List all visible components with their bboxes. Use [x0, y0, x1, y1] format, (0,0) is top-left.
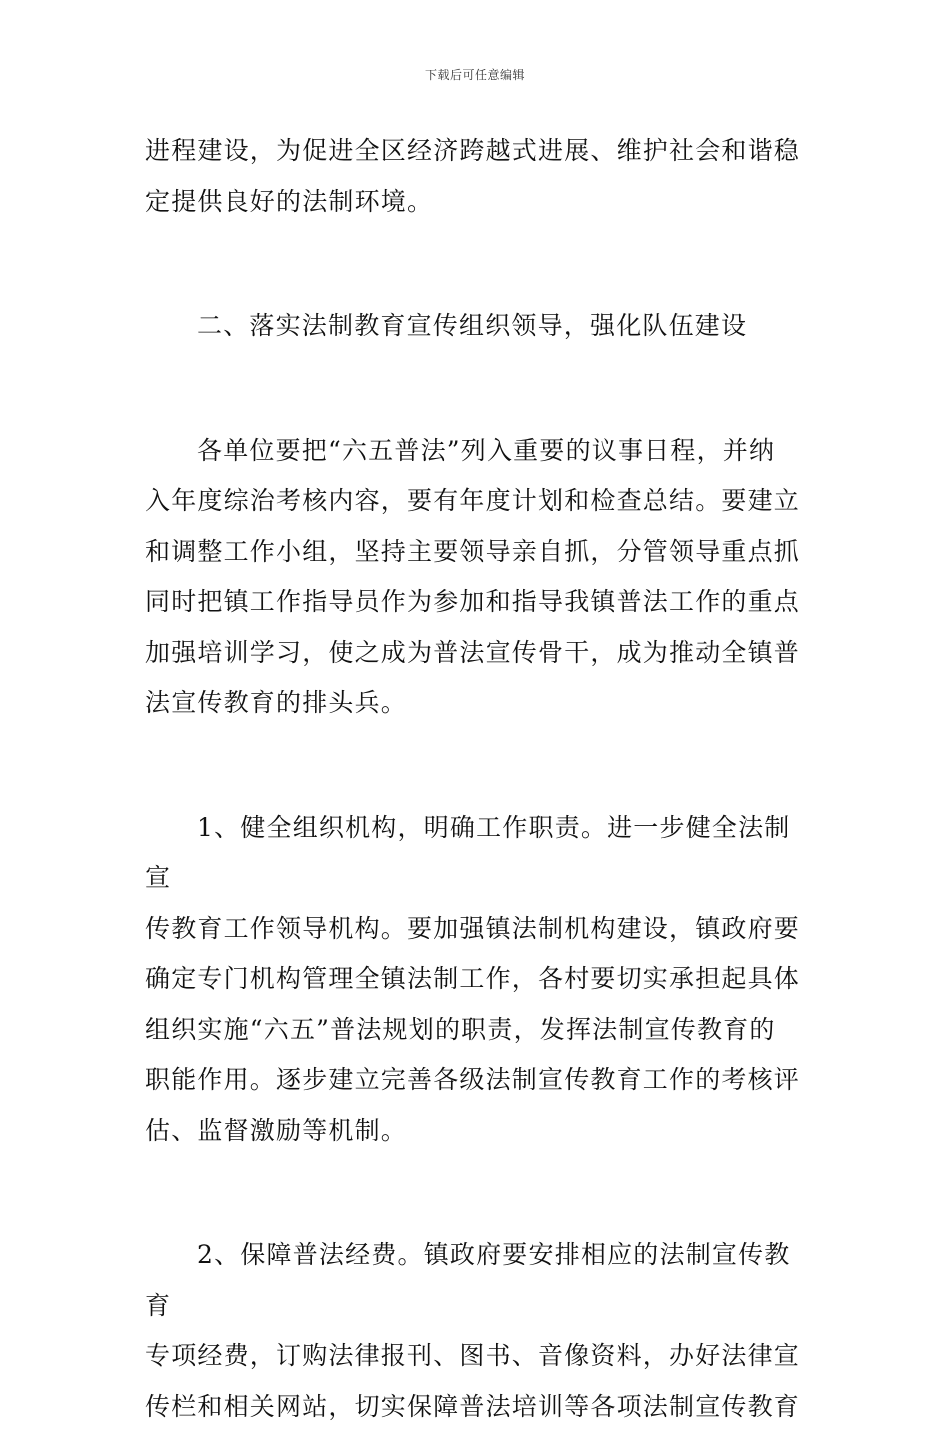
document-body	[145, 126, 810, 1432]
text-line: 同时把镇工作指导员作为参加和指导我镇普法工作的重点	[145, 577, 810, 628]
text-line: 传教育工作领导机构。要加强镇法制机构建设，镇政府要	[145, 904, 810, 955]
heading-line: 二、落实法制教育宣传组织领导，强化队伍建设	[145, 301, 810, 352]
text-line: 加强培训学习，使之成为普法宣传骨干，成为推动全镇普	[145, 628, 810, 679]
paragraph-item-2	[145, 1230, 810, 1432]
text-line: 1、健全组织机构，明确工作职责。进一步健全法制宣	[145, 803, 810, 904]
text-line: 法宣传教育的排头兵。	[145, 678, 810, 729]
text-line: 和调整工作小组，坚持主要领导亲自抓，分管领导重点抓	[145, 527, 810, 578]
section-heading	[145, 301, 810, 352]
paragraph-item-1	[145, 803, 810, 1157]
text-line: 各单位要把“六五普法”列入重要的议事日程，并纳	[145, 426, 810, 477]
text-line: 估、监督激励等机制。	[145, 1106, 810, 1157]
text-line: 专项经费，订购法律报刊、图书、音像资料，办好法律宣	[145, 1331, 810, 1382]
page-header: 下载后可任意编辑	[0, 66, 950, 83]
text-line: 2、保障普法经费。镇政府要安排相应的法制宣传教育	[145, 1230, 810, 1331]
text-line: 组织实施“六五”普法规划的职责，发挥法制宣传教育的	[145, 1005, 810, 1056]
text-line: 进程建设，为促进全区经济跨越式进展、维护社会和谐稳	[145, 126, 810, 177]
text-line: 定提供良好的法制环境。	[145, 177, 810, 228]
paragraph-units-plan	[145, 426, 810, 729]
text-line: 确定专门机构管理全镇法制工作，各村要切实承担起具体	[145, 954, 810, 1005]
paragraph-continuation	[145, 126, 810, 227]
text-line: 传栏和相关网站，切实保障普法培训等各项法制宣传教育	[145, 1382, 810, 1432]
text-line: 入年度综治考核内容，要有年度计划和检查总结。要建立	[145, 476, 810, 527]
text-line: 职能作用。逐步建立完善各级法制宣传教育工作的考核评	[145, 1055, 810, 1106]
